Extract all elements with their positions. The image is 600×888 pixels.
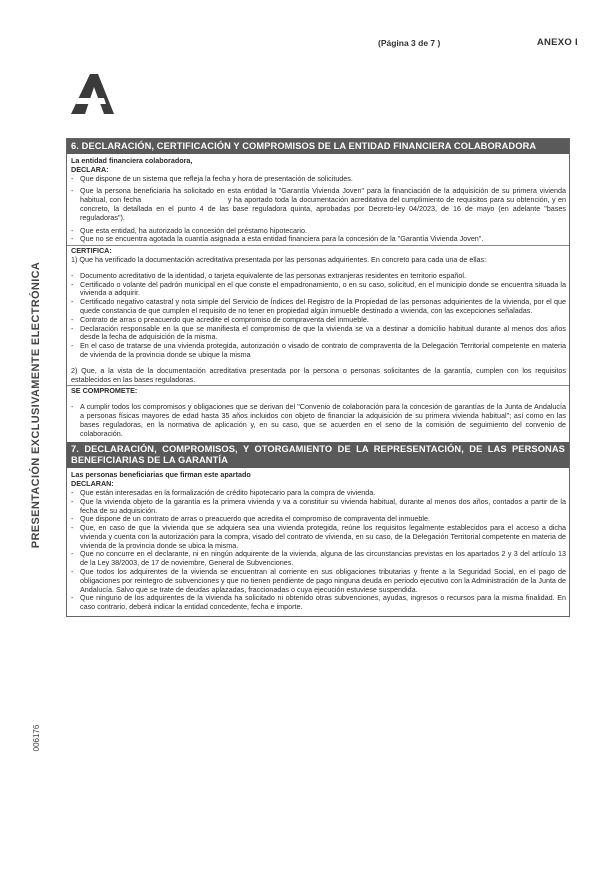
side-presentation-text: PRESENTACIÓN EXCLUSIVAMENTE ELECTRÓNICA xyxy=(30,261,42,549)
section-6-title: 6. DECLARACIÓN, CERTIFICACIÓN Y COMPROMISOS DE LA ENTIDAD FINANCIERA COLABORADORA xyxy=(67,139,569,154)
declaran-item: - Que están interesadas en la formalización de crédito hipotecario para la compra de vivienda. xyxy=(71,489,566,498)
declara-item: - Que dispone de un sistema que refleja la fecha y hora de presentación de solicitudes. xyxy=(71,175,566,184)
declaran-item: - Que no concurre en el declarante, ni en ningún adquirente de la vivienda, alguna de las circunstancias previstas en los apartados 2 y 3 del artículo 13 de la Ley 38/2003, de 17 de noviembre, General de Subvenciones. xyxy=(71,550,566,568)
certifica-item: - Certificado negativo catastral y nota simple del Servicio de Índices del Registro de la Propiedad de las personas adquirientes de la vivienda, por el que quede constancia de que cumplen el requisito de no tener en propiedad algún inmueble destinado a vivienda, con las excepciones señaladas. xyxy=(71,298,566,316)
declara-item xyxy=(71,187,566,222)
declara-heading: DECLARA: xyxy=(71,164,109,174)
declaran-item: - Que, en caso de que la vivienda que se adquiera sea una vivienda protegida, reúne los requisitos legalmente establecidos para el acceso a dicha vivienda y cuenta con la autorización para la compra, visado del contrato de vivienda, en su caso, de la Delegación Territorial competente en materia de vivienda de la provincia donde se ubica la misma. xyxy=(71,524,566,550)
page-header xyxy=(0,38,600,54)
section-7-body xyxy=(67,468,569,616)
section-6-body xyxy=(67,154,569,442)
declara-item-text: y ha aportado toda la documentación acreditativa del cumplimiento de requisitos para su obtención, y en concreto, la detallada en el punto 4 de las base reguladora quinta, aprobadas por Decreto-ley 04/2023, de 16 de mayo (en adelante "bases reguladoras"). xyxy=(80,195,567,222)
declara-item: - Que esta entidad, ha autorizado la concesión del préstamo hipotecario. xyxy=(71,227,566,236)
certifica-item: - Documento acreditativo de la identidad, o tarjeta equivalente de las personas extranjeras residentes en territorio español. xyxy=(71,272,566,281)
declara-item: - Que no se encuentra agotada la cuantía asignada a esta entidad financiera para la concesión de la "Garantía Vivienda Joven". xyxy=(71,235,566,244)
junta-andalucia-logo xyxy=(68,74,116,114)
section-7-title: 7. DECLARACIÓN, COMPROMISOS, Y OTORGAMIENTO DE LA REPRESENTACIÓN, DE LAS PERSONAS BENEFICIARIAS DE LA GARANTÍA xyxy=(67,442,569,468)
page-number: (Página 3 de 7 ) xyxy=(378,38,441,48)
section-7-intro: Las personas beneficiarias que firman este apartado xyxy=(71,470,251,480)
certifica-item: - Declaración responsable en la que se manifiesta el compromiso de que la vivienda se va a destinar a domicilio habitual durante al menos dos años desde la fecha de adquisición de la misma. xyxy=(71,325,566,343)
declaran-item: - Que todos los adquirentes de la vivienda se encuentran al corriente en sus obligaciones tributarias y frente a la Seguridad Social, en el pago de obligaciones por reintegro de subvenciones y que no tienen pendiente de pago ninguna deuda en periodo ejecutivo con la Administración de la Junta de Andalucía. Salvo que se trate de deudas aplazadas, fraccionadas o cuya ejecución estuviese suspendida. xyxy=(71,568,566,594)
certifica-heading: CERTIFICA: xyxy=(71,246,112,256)
section-6-intro: La entidad financiera colaboradora, xyxy=(71,156,193,165)
side-form-code: 006176 xyxy=(32,724,41,752)
certifica-point-2: 2) Que, a la vista de la documentación acreditativa presentada por la persona o personas solicitantes de la garantía, cumplen con los requisitos establecidos en las bases reguladoras. xyxy=(71,365,566,384)
certifica-item: - Certificado o volante del padrón municipal en el que conste el empadronamiento, o en su caso, solicitud, en el municipio donde se encuentra situada la vivienda a adquirir. xyxy=(71,281,566,299)
form-body xyxy=(66,138,570,617)
certifica-item: - En el caso de tratarse de una vivienda protegida, autorización o visado de contrato de compraventa de la Delegación Territorial competente en materia de vivienda de la provincia donde se ubique la misma xyxy=(71,342,566,360)
compromete-heading: SE COMPROMETE: xyxy=(71,386,138,396)
declaran-item: - Que ninguno de los adquirentes de la vivienda ha solicitado ni obtenido otras subvenciones, ayudas, ingresos o recursos para la misma finalidad. En caso contrario, deberá indicar la entidad concedente, fecha e importe. xyxy=(71,594,566,612)
certifica-item: - Contrato de arras o preacuerdo que acredite el compromiso de compraventa del inmueble. xyxy=(71,316,566,325)
declaran-item: - Que dispone de un contrato de arras o preacuerdo que acredita el compromiso de compraventa del inmueble. xyxy=(71,515,566,524)
compromete-item: - A cumplir todos los compromisos y obligaciones que se derivan del "Convenio de colaboración para la concesión de garantías de la Junta de Andalucía a personas físicas mayores de edad hasta 35 años incluidos con objeto de financiar la adquisición de su primera vivienda habitual"; así como en las bases reguladoras, en la normativa de aplicación y, en su caso, que se acuerden en el seno de la comisión de seguimiento del convenio de colaboración. xyxy=(71,403,566,438)
declaran-heading: DECLARAN: xyxy=(71,479,114,489)
declara-item-text: Que la persona beneficiaria ha solicitado en esta entidad la "Garantía Vivienda Joven" para la financiación de la adquisición de su primera vivienda habitual, con fecha xyxy=(80,186,566,205)
annex-label: ANEXO I xyxy=(536,37,578,48)
certifica-point-1: 1) Que ha verificado la documentación acreditativa presentada por las personas adquirientes. En concreto para cada una de ellas: xyxy=(71,254,487,264)
declaran-item: - Que la vivienda objeto de la garantía es la primera vivienda y va a constituir su vivienda habitual, durante al menos dos años, contados a partir de la fecha de su adquisición. xyxy=(71,498,566,516)
